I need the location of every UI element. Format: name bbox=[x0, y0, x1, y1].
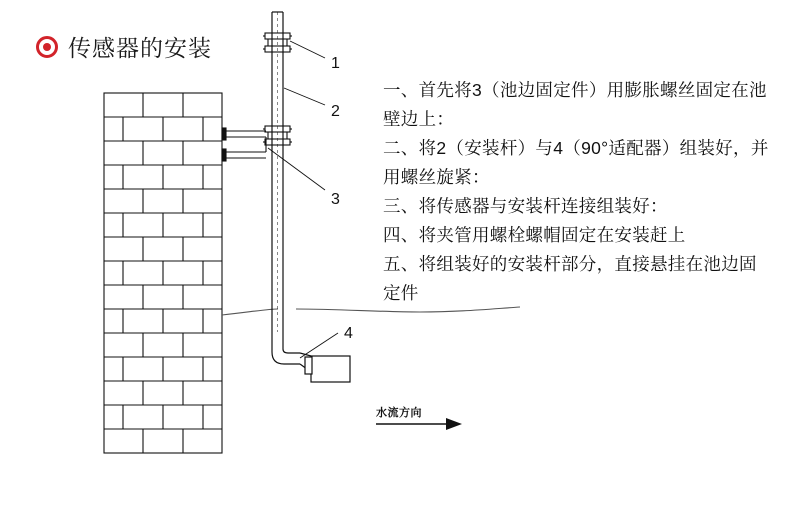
water-surface bbox=[222, 307, 520, 315]
callout-label-4: 4 bbox=[344, 325, 353, 342]
flow-direction-label: 水流方向 bbox=[376, 407, 422, 419]
wall-bracket-arms bbox=[222, 128, 266, 161]
instruction-step: 二、将2（安装杆）与4（90°适配器）组装好，并用螺丝旋紧： bbox=[383, 138, 769, 187]
callout-label-3: 3 bbox=[331, 191, 340, 208]
callout-label-1: 1 bbox=[331, 55, 340, 72]
callout-leaders bbox=[268, 41, 338, 358]
callout-label-2: 2 bbox=[331, 103, 340, 120]
instruction-step: 五、将组装好的安装杆部分，直接悬挂在池边固定件 bbox=[383, 254, 757, 303]
instruction-list bbox=[383, 76, 769, 308]
instruction-step: 一、首先将3（池边固定件）用膨胀螺丝固定在池壁边上： bbox=[383, 80, 767, 129]
instruction-step: 四、将夹管用螺栓螺帽固定在安装赶上 bbox=[383, 225, 686, 245]
mounting-pole bbox=[272, 12, 283, 340]
target-bullet-icon bbox=[36, 36, 58, 58]
instruction-step: 三、将传感器与安装杆连接组装好： bbox=[383, 196, 668, 216]
sensor-assembly bbox=[272, 340, 350, 382]
brick-wall bbox=[104, 93, 222, 453]
page-title bbox=[36, 30, 212, 63]
page-title-text: 传感器的安装 bbox=[68, 35, 212, 61]
